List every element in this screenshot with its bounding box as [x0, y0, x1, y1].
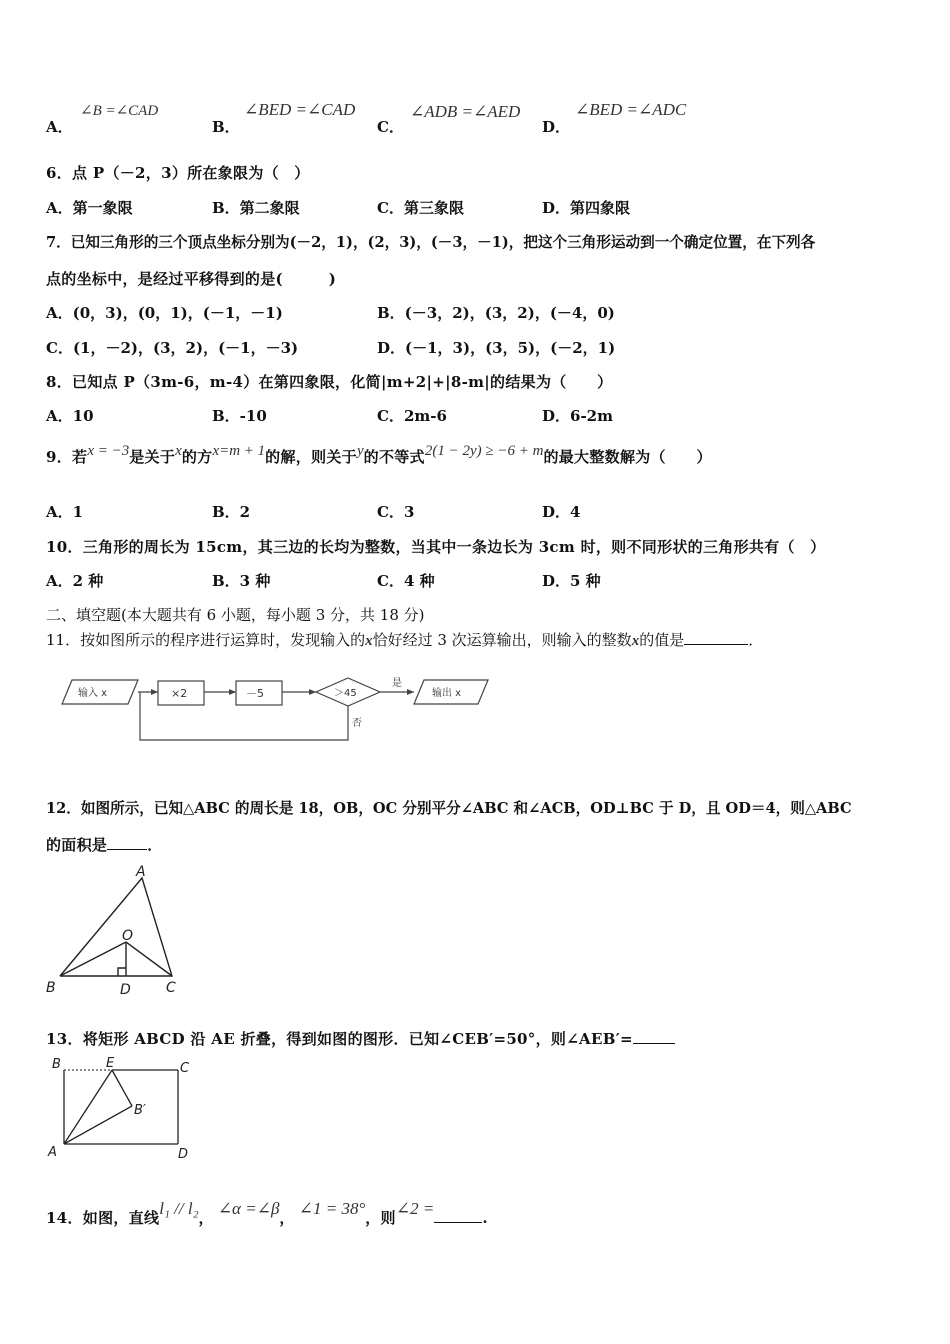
- q13-answer-blank[interactable]: [633, 1029, 675, 1044]
- q6-option-b: B．第二象限: [212, 199, 300, 217]
- q11-flowchart: [56, 672, 496, 746]
- q8-option-c: C．2m-6: [377, 407, 447, 425]
- flow-output-label: 输出 x: [432, 688, 462, 699]
- q8-option-a: A．10: [46, 407, 94, 425]
- q11-text-3: 的值是: [639, 631, 685, 649]
- label-b: B: [52, 1057, 61, 1072]
- q13-text: 13．将矩形 ABCD 沿 AE 折叠，得到如图的图形．已知∠CEB′=50°，则∠AEB′=: [46, 1030, 633, 1048]
- q14-stem: [46, 1198, 488, 1226]
- q12-text-end: ．: [147, 836, 163, 854]
- q9-option-d: D．4: [542, 503, 581, 521]
- q9-text-4: 的解，则关于: [265, 448, 357, 466]
- section-2-heading: 二、填空题(本大题共有 6 小题，每小题 3 分，共 18 分): [46, 606, 425, 624]
- q14-text-1: 14．如图，直线: [46, 1209, 160, 1227]
- flow-input-label: 输入 x: [78, 688, 108, 699]
- segment-ab-prime: [64, 1106, 132, 1144]
- flow-arrowhead-yes: [407, 689, 414, 695]
- q8-option-b: B．-10: [212, 407, 267, 425]
- label-c: C: [180, 1061, 190, 1076]
- q11-var-x-1: x: [365, 633, 373, 649]
- label-c: C: [166, 980, 176, 996]
- triangle-abc: [60, 878, 172, 976]
- q12-text-2: 的面积是: [46, 836, 108, 854]
- q5-option-b-expr: ∠BED =∠CAD: [244, 100, 356, 119]
- q9-math-y: y: [356, 443, 364, 459]
- q14-math-parallel: l₁ // l₂: [159, 1199, 199, 1218]
- q9-stem: [46, 443, 712, 472]
- q10-option-d: D．5 种: [542, 572, 601, 590]
- fold-line-ae: [64, 1070, 112, 1144]
- q7-option-a: A．(0，3)，(0，1)，(－1，－1): [46, 304, 283, 322]
- q12-stem-line1: 12．如图所示，已知△ABC 的周长是 18，OB，OC 分别平分∠ABC 和∠ACB，OD⊥BC 于 D，且 OD＝4，则△ABC: [46, 800, 852, 817]
- q9-math-x-eq: x = −3: [87, 443, 130, 459]
- label-d: D: [178, 1147, 189, 1162]
- q9-text-6: 的最大整数解为（ ）: [543, 448, 712, 466]
- flow-cond-label: ＞45: [334, 688, 357, 699]
- q10-option-c: C．4 种: [377, 572, 435, 590]
- q14-comma-2: ，: [279, 1209, 295, 1227]
- q5-option-a-expr: ∠B =∠CAD: [80, 103, 159, 119]
- q9-math-inequality: 2(1 − 2y) ≥ −6 + m: [424, 443, 544, 459]
- q10-option-a: A．2 种: [46, 572, 104, 590]
- q9-text-1: 9．若: [46, 448, 88, 466]
- q12-triangle-figure: [40, 862, 190, 998]
- q9-option-b: B．2: [212, 503, 251, 521]
- q9-text-5: 的不等式: [363, 448, 425, 466]
- q14-math-angle-2: ∠2 =: [395, 1199, 435, 1218]
- q11-text-1: 11．按如图所示的程序进行运算时，发现输入的: [46, 631, 366, 649]
- q7-stem-line1: 7．已知三角形的三个顶点坐标分别为(－2，1)，(2，3)，(－3，－1)，把这个三角形运动到一个确定位置，在下列各: [46, 234, 816, 251]
- label-a: A: [136, 864, 146, 880]
- label-e: E: [106, 1056, 115, 1071]
- q9-option-a: A．1: [46, 503, 84, 521]
- q5-option-b-letter: B．: [212, 118, 240, 136]
- q11-stem: [46, 629, 763, 650]
- flow-yes-label: 是: [392, 678, 402, 689]
- q8-option-d: D．6-2m: [542, 407, 613, 425]
- q7-option-d: D．(－1，3)，(3，5)，(－2，1): [377, 339, 616, 357]
- q7-option-c: C．(1，－2)，(3，2)，(－1，－3): [46, 339, 299, 357]
- q14-answer-blank[interactable]: [434, 1208, 482, 1223]
- segment-ob: [60, 942, 126, 976]
- q14-text-end: .: [482, 1209, 488, 1227]
- label-b-prime: B′: [134, 1103, 146, 1118]
- q10-option-b: B．3 种: [212, 572, 271, 590]
- flow-op2-label: －5: [246, 687, 264, 700]
- q7-option-b: B．(－3，2)，(3，2)，(－4，0): [377, 304, 615, 322]
- q13-rectangle-figure: [44, 1052, 204, 1162]
- flow-arrowhead-3: [309, 689, 316, 695]
- label-o: O: [122, 928, 134, 944]
- q9-option-c: C．3: [377, 503, 415, 521]
- label-d: D: [120, 982, 131, 998]
- q6-stem: 6．点 P（－2，3）所在象限为（ ）: [46, 164, 310, 182]
- q10-stem: 10．三角形的周长为 15cm，其三边的长均为整数，当其中一条边长为 3cm 时，则不同形状的三角形共有（ ）: [46, 538, 826, 556]
- segment-oc: [126, 942, 172, 976]
- flow-no-label: 否: [352, 718, 362, 729]
- right-angle-mark: [118, 968, 126, 976]
- q14-text-2: ，则: [365, 1209, 396, 1227]
- q9-text-3: 的方: [181, 448, 213, 466]
- q9-math-x: x: [175, 443, 182, 459]
- q14-math-alpha-beta: ∠α =∠β: [217, 1199, 280, 1218]
- label-a: A: [48, 1145, 57, 1160]
- q11-var-x-2: x: [631, 633, 640, 649]
- q13-stem: [46, 1028, 675, 1049]
- q12-answer-blank[interactable]: [107, 835, 147, 850]
- q6-option-c: C．第三象限: [377, 199, 464, 217]
- q5-option-d-letter: D．: [542, 118, 571, 136]
- flow-op1-label: ×2: [171, 687, 188, 700]
- q9-text-2: 是关于: [129, 448, 176, 466]
- q7-stem-line2: 点的坐标中，是经过平移得到的是( ): [46, 270, 337, 288]
- q14-comma-1: ，: [198, 1209, 214, 1227]
- q14-math-angle-1: ∠1 = 38°: [298, 1199, 366, 1218]
- q12-stem-line2: [46, 834, 163, 855]
- q11-text-4: ．: [748, 631, 764, 649]
- q6-option-d: D．第四象限: [542, 199, 631, 217]
- q5-option-a-letter: A．: [46, 118, 73, 136]
- label-b: B: [46, 980, 56, 996]
- flow-arrowhead-2: [229, 689, 236, 695]
- q5-option-c-letter: C．: [377, 118, 404, 136]
- q8-stem: 8．已知点 P（3m-6，m-4）在第四象限，化简|m+2|+|8-m|的结果为（ ）: [46, 373, 613, 391]
- q11-answer-blank[interactable]: [684, 630, 748, 645]
- segment-eb-prime: [112, 1070, 132, 1106]
- q5-option-d-expr: ∠BED =∠ADC: [575, 100, 687, 119]
- flow-arrowhead-1: [151, 689, 158, 695]
- q5-option-c-expr: ∠ADB =∠AED: [410, 102, 521, 121]
- q6-option-a: A．第一象限: [46, 199, 133, 217]
- q11-text-2: 恰好经过 3 次运算输出，则输入的整数: [372, 631, 632, 649]
- q9-math-equation: x=m + 1: [212, 443, 266, 459]
